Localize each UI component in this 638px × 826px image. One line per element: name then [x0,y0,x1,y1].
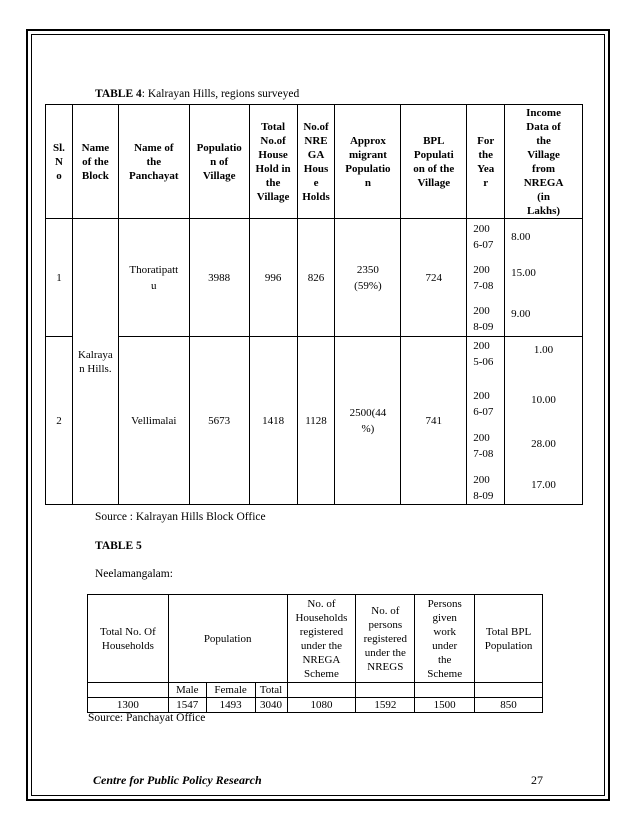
income-value: 15.00 [511,266,536,279]
empty-cell [475,683,543,698]
header-households: Total No.of House Hold in the Village [249,105,297,219]
table5-subtitle: Neelamangalam: [95,568,173,580]
table4-source: Source : Kalrayan Hills Block Office [95,511,266,523]
header-bpl: BPL Populati on of the Village [401,105,467,219]
empty-cell [88,683,169,698]
table5-subheader-row [88,683,543,698]
header-migrant: Approx migrant Populatio n [335,105,401,219]
header-persons-registered: No. of persons registered under the NREGS [356,595,415,683]
row1-years [467,219,505,337]
empty-cell [356,683,415,698]
table-row [88,698,543,713]
header-bpl: Total BPL Population [475,595,543,683]
header-sl: Sl. N o [46,105,73,219]
block-name: Kalraya n Hills. [72,219,118,505]
row2-incomes [505,337,583,505]
value-nrega-registered: 1080 [287,698,356,713]
header-total-households: Total No. Of Households [88,595,169,683]
income-value: 28.00 [531,437,556,450]
year-cell: 200 6-07 [473,389,494,418]
table5-header-row [88,595,543,683]
row1-migrant: 2350 (59%) [335,219,401,337]
footer-title: Centre for Public Policy Research [93,773,262,787]
subheader-total: Total [255,683,287,698]
table5 [87,594,543,713]
table5-source: Source: Panchayat Office [88,712,206,724]
empty-cell [287,683,356,698]
row1-sl: 1 [46,219,73,337]
table-row [46,337,583,505]
subheader-male: Male [168,683,206,698]
row1-incomes [505,219,583,337]
table4 [45,104,583,505]
table4-title-label: TABLE 4 [95,88,142,100]
header-year: For the Yea r [467,105,505,219]
year-cell: 200 6-07 [473,222,494,251]
row2-migrant: 2500(44 %) [335,337,401,505]
row1-households: 996 [249,219,297,337]
value-female: 1493 [206,698,255,713]
row2-nrega-households: 1128 [297,337,335,505]
table5-title: TABLE 5 [95,540,142,552]
year-cell: 200 5-06 [473,339,494,368]
year-cell: 200 7-08 [473,431,494,460]
row2-population: 5673 [189,337,249,505]
header-nrega-households: No.of NRE GA Hous e Holds [297,105,335,219]
income-value: 10.00 [531,393,556,406]
year-cell: 200 8-09 [473,304,494,333]
row1-population: 3988 [189,219,249,337]
header-panchayat: Name of the Panchayat [118,105,189,219]
subheader-female: Female [206,683,255,698]
income-value: 1.00 [533,343,554,356]
header-nrega-registered: No. of Households registered under the NREGA Scheme [287,595,356,683]
row1-panchayat: Thoratipatt u [118,219,189,337]
empty-cell [415,683,475,698]
table-row [46,219,583,337]
header-income: Income Data of the Village from NREGA (in Lakhs) [505,105,583,219]
value-male: 1547 [168,698,206,713]
income-value: 9.00 [511,307,531,320]
row2-households: 1418 [249,337,297,505]
row1-nrega-households: 826 [297,219,335,337]
year-cell: 200 7-08 [473,263,494,292]
year-cell: 200 8-09 [473,473,494,502]
income-value: 8.00 [511,230,531,243]
table4-header-row [46,105,583,219]
table4-title [95,88,299,100]
income-value: 17.00 [531,478,556,491]
value-bpl: 850 [475,698,543,713]
value-persons-registered: 1592 [356,698,415,713]
row2-sl: 2 [46,337,73,505]
row2-years [467,337,505,505]
value-households: 1300 [88,698,169,713]
row2-panchayat: Vellimalai [118,337,189,505]
row2-bpl: 741 [401,337,467,505]
page-number: 27 [531,773,543,787]
value-total: 3040 [255,698,287,713]
table4-title-text: : Kalrayan Hills, regions surveyed [141,88,300,100]
row1-bpl: 724 [401,219,467,337]
value-persons-work: 1500 [415,698,475,713]
header-population: Population [168,595,287,683]
header-block: Name of the Block [72,105,118,219]
header-population: Populatio n of Village [189,105,249,219]
header-persons-work: Persons given work under the Scheme [415,595,475,683]
